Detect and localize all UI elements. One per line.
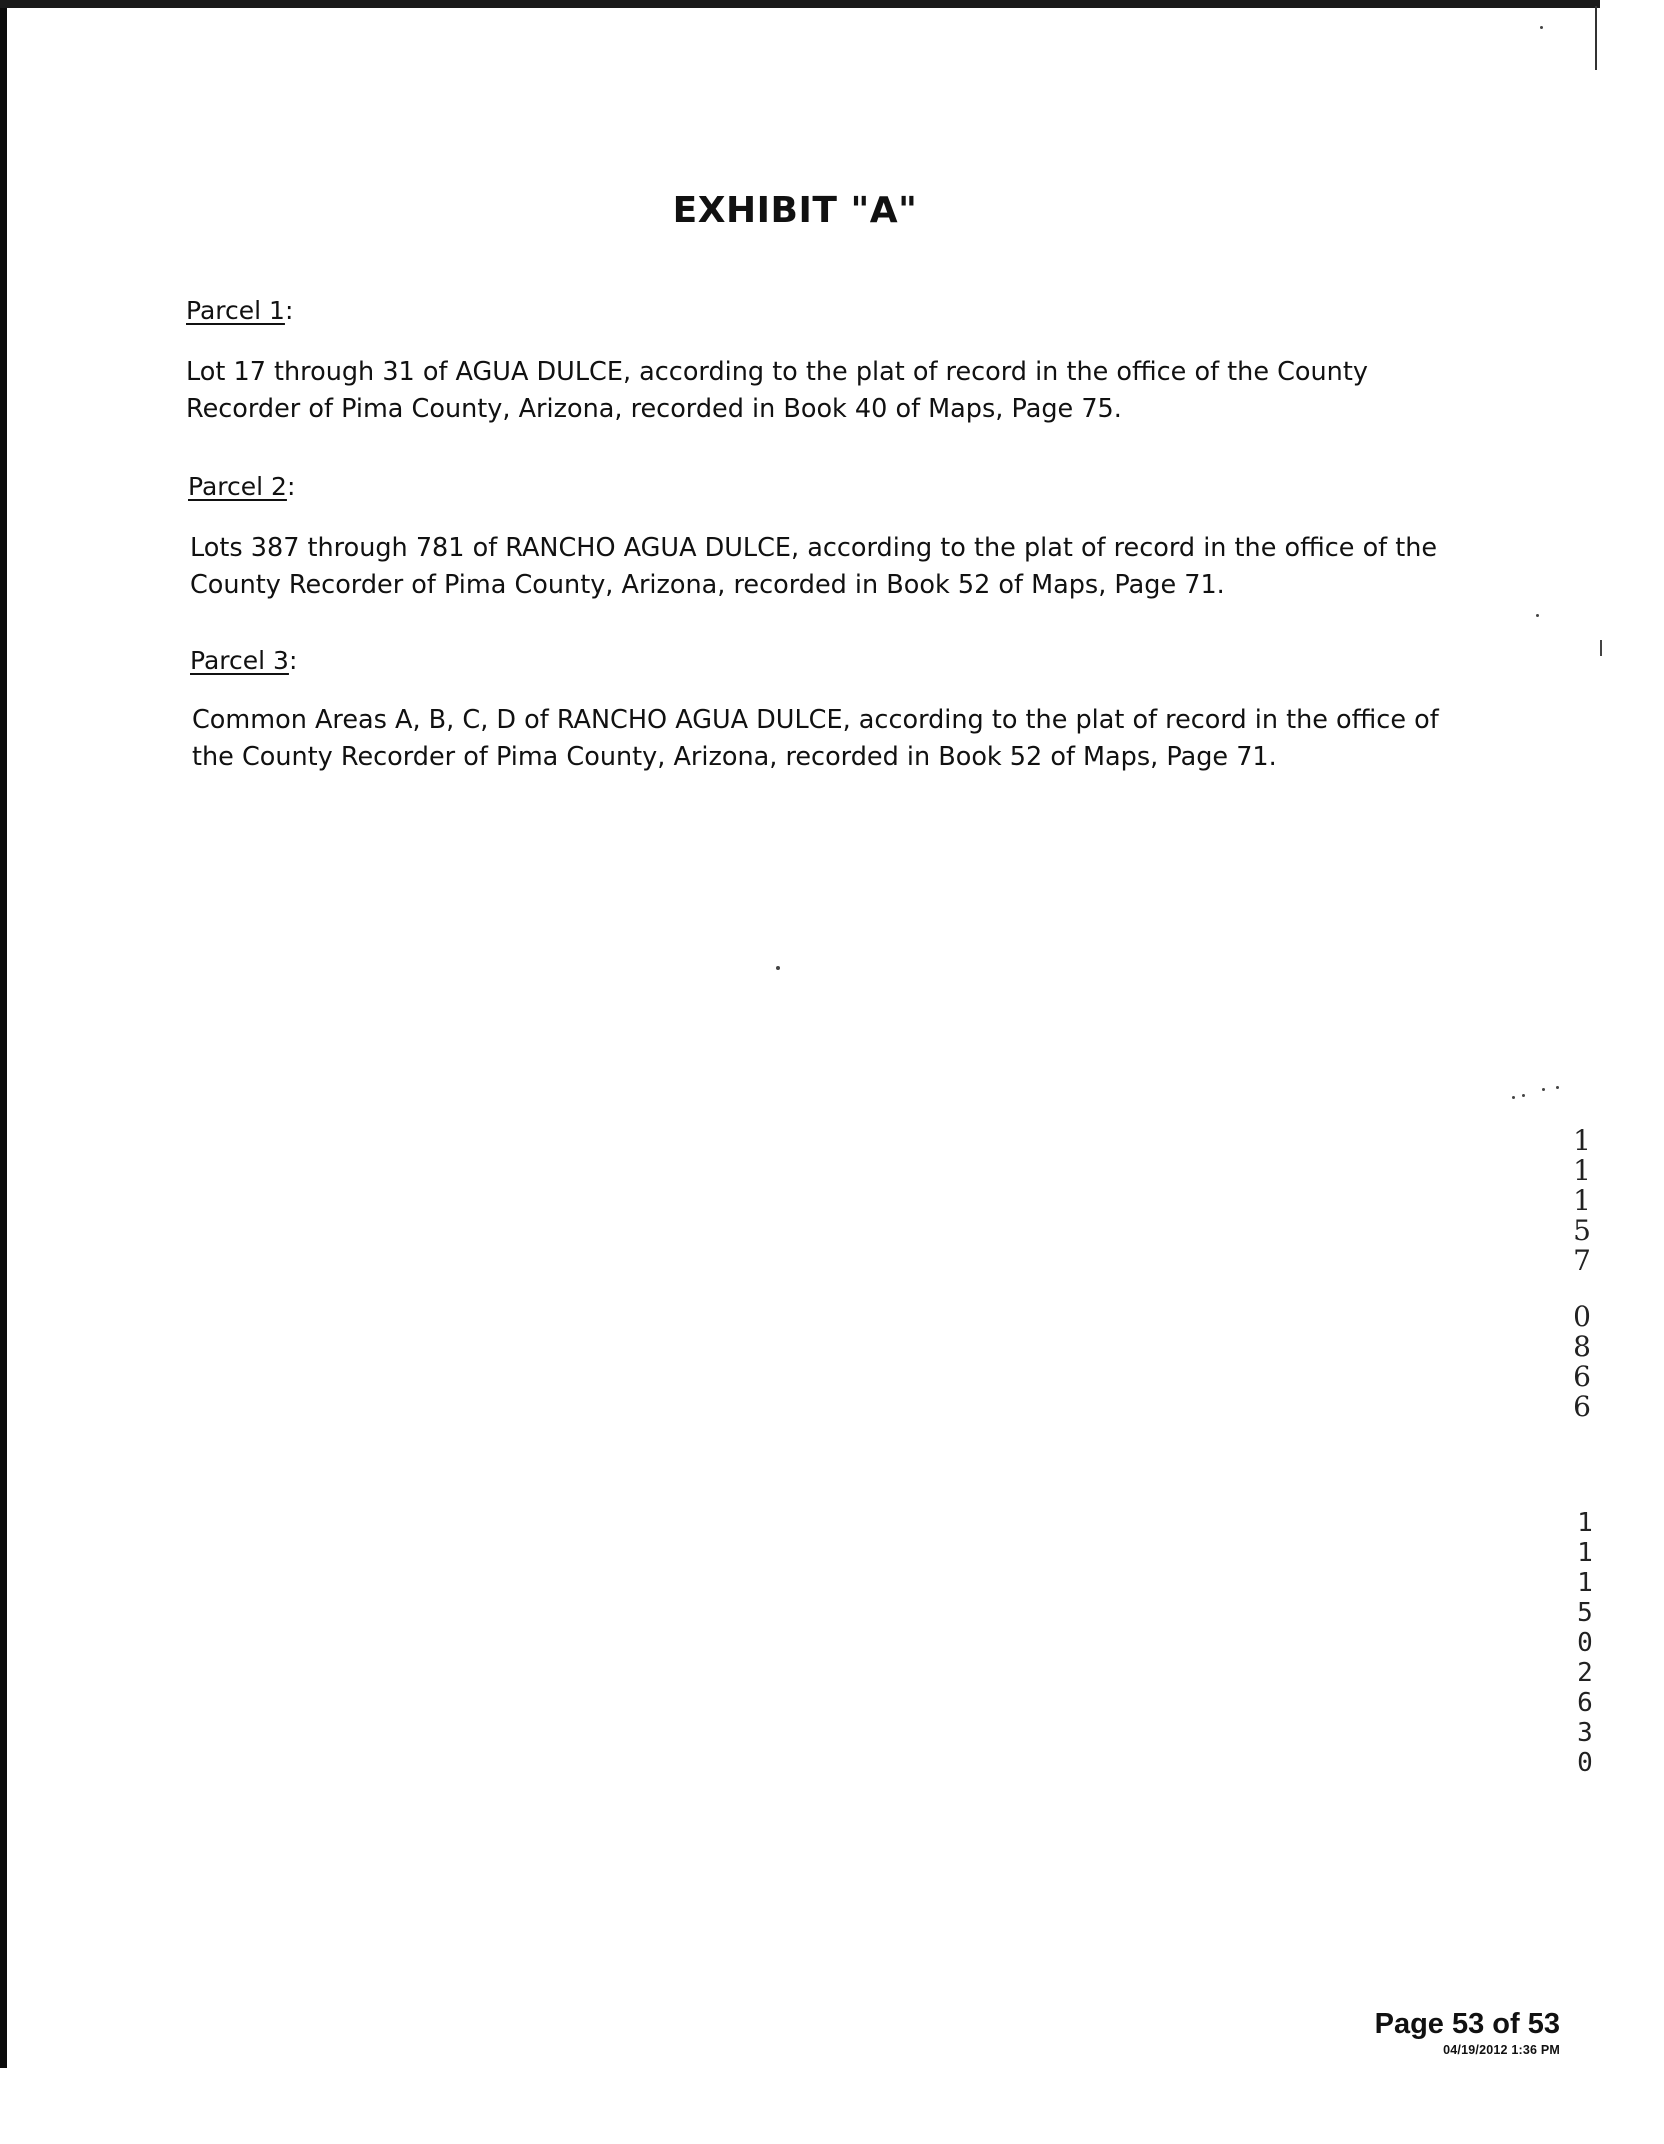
scan-speck: [1512, 1096, 1515, 1099]
stamp-digit: 6: [1573, 1360, 1591, 1393]
barcode-digit: 0: [1577, 1748, 1593, 1778]
barcode-digit: 1: [1577, 1568, 1593, 1598]
scan-speck: [1522, 1094, 1525, 1097]
scan-edge-left: [0, 0, 7, 2068]
recording-stamp-barcode: [1570, 1508, 1600, 1778]
barcode-digit: 3: [1577, 1718, 1593, 1748]
scan-speck: [1536, 614, 1539, 617]
parcel-heading-label: Parcel 1: [186, 296, 285, 325]
barcode-digit: 0: [1577, 1628, 1593, 1658]
parcel-heading: [190, 646, 297, 675]
parcel-description: Lot 17 through 31 of AGUA DULCE, according to the plat of record in the office of the County Recorder of Pima County, Arizona, recorded in Book 40 of Maps, Page 75.: [186, 357, 1368, 424]
stamp-digit: 1: [1573, 1124, 1591, 1157]
stamp-digit: 7: [1573, 1244, 1591, 1277]
scan-edge-top: [0, 0, 1600, 8]
stamp-gap: [1562, 1276, 1602, 1302]
parcel-heading-colon: :: [288, 646, 298, 675]
scan-speck: [776, 966, 780, 970]
recording-stamp-number: [1562, 1126, 1602, 1422]
parcel-heading: [186, 296, 293, 325]
parcel-heading-label: Parcel 3: [190, 646, 289, 675]
stamp-digit: 1: [1573, 1184, 1591, 1217]
parcel-heading: [188, 472, 295, 501]
page-number: Page 53 of 53: [1374, 2008, 1560, 2040]
parcel-heading-colon: :: [284, 296, 294, 325]
stamp-digit: 6: [1573, 1390, 1591, 1423]
scan-speck: [1540, 26, 1543, 29]
scan-speck: [1556, 1086, 1559, 1089]
stamp-digit: 8: [1573, 1330, 1591, 1363]
parcel-heading-label: Parcel 2: [188, 472, 287, 501]
exhibit-title: EXHIBIT "A": [672, 190, 918, 231]
parcel-heading-colon: :: [286, 472, 296, 501]
recorded-timestamp: 04/19/2012 1:36 PM: [1443, 2043, 1560, 2057]
barcode-digit: 5: [1577, 1598, 1593, 1628]
scan-speck: [1600, 640, 1602, 656]
scan-speck: [1542, 1088, 1545, 1091]
stamp-digit: 1: [1573, 1154, 1591, 1187]
page-footer: [1375, 2008, 1560, 2057]
barcode-digit: 1: [1577, 1538, 1593, 1568]
stamp-digit: 0: [1573, 1300, 1591, 1333]
barcode-digit: 2: [1577, 1658, 1593, 1688]
parcel-description: Lots 387 through 781 of RANCHO AGUA DULCE, according to the plat of record in the office of the County Recorder of Pima County, Arizona, recorded in Book 52 of Maps, Page 71.: [190, 533, 1438, 600]
barcode-digit: 6: [1577, 1688, 1593, 1718]
parcel-description: Common Areas A, B, C, D of RANCHO AGUA DULCE, according to the plat of record in the office of the County Recorder of Pima County, Arizona, recorded in Book 52 of Maps, Page 71.: [192, 705, 1439, 772]
stamp-digit: 5: [1573, 1214, 1591, 1247]
scan-edge-right: [1595, 6, 1597, 70]
barcode-digit: 1: [1577, 1508, 1593, 1538]
